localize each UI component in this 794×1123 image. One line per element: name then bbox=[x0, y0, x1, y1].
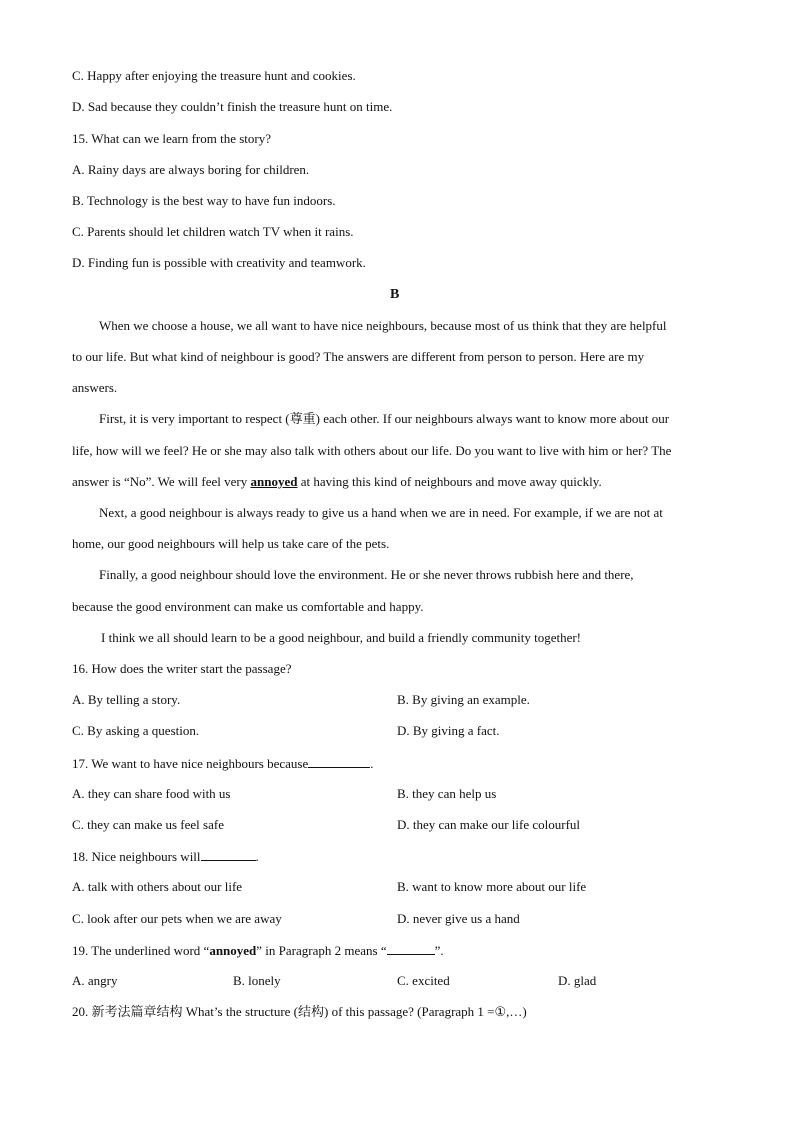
q17-option-c: C. they can make us feel safe bbox=[72, 817, 224, 832]
q17-option-b: B. they can help us bbox=[397, 786, 497, 801]
q17-answer-blank bbox=[308, 755, 370, 768]
q18-stem-end: . bbox=[255, 849, 259, 864]
q15-option-a: A. Rainy days are always boring for children. bbox=[72, 162, 310, 177]
passage-p3-line1: Next, a good neighbour is always ready to give us a hand when we are in need. For example, if we are not at bbox=[99, 505, 663, 520]
passage-p1-line1: When we choose a house, we all want to have nice neighbours, because most of us think that they are helpful bbox=[99, 318, 667, 333]
q18-option-c: C. look after our pets when we are away bbox=[72, 911, 282, 926]
q17-option-a: A. they can share food with us bbox=[72, 786, 231, 801]
q17-stem-end: . bbox=[370, 756, 374, 771]
q15-option-d: D. Finding fun is possible with creativity and teamwork. bbox=[72, 255, 366, 270]
q16-option-b: B. By giving an example. bbox=[397, 692, 530, 707]
q19-option-b: B. lonely bbox=[233, 973, 281, 988]
passage-p2-line3-pre: answer is “No”. We will feel very bbox=[72, 474, 251, 489]
q18-stem: 18. Nice neighbours will bbox=[72, 849, 201, 864]
passage-p2-line3-post: at having this kind of neighbours and move away quickly. bbox=[297, 474, 602, 489]
passage-p2-line3 bbox=[72, 474, 602, 490]
q14-option-c: C. Happy after enjoying the treasure hunt and cookies. bbox=[72, 68, 356, 83]
q14-option-d: D. Sad because they couldn’t finish the treasure hunt on time. bbox=[72, 99, 393, 114]
q18-answer-blank bbox=[201, 848, 256, 861]
q15-option-c: C. Parents should let children watch TV when it rains. bbox=[72, 224, 354, 239]
passage-p4-line2: because the good environment can make us comfortable and happy. bbox=[72, 599, 424, 614]
q18-option-a: A. talk with others about our life bbox=[72, 879, 243, 894]
q20-stem: 20. 新考法篇章结构 What’s the structure (结构) of this passage? (Paragraph 1 =①,…) bbox=[72, 1004, 527, 1019]
q19-option-c: C. excited bbox=[397, 973, 450, 988]
q16-option-d: D. By giving a fact. bbox=[397, 723, 500, 738]
q16-stem: 16. How does the writer start the passage? bbox=[72, 661, 292, 676]
q19-stem-pre: 19. The underlined word “ bbox=[72, 943, 210, 958]
passage-p1-line3: answers. bbox=[72, 380, 118, 395]
q17-stem-line bbox=[72, 755, 374, 772]
q19-stem-word: annoyed bbox=[209, 943, 257, 958]
q15-option-b: B. Technology is the best way to have fun indoors. bbox=[72, 193, 336, 208]
q19-stem-mid: ” in Paragraph 2 means “ bbox=[256, 943, 387, 958]
passage-p3-line2: home, our good neighbours will help us take care of the pets. bbox=[72, 536, 390, 551]
q17-stem: 17. We want to have nice neighbours because bbox=[72, 756, 309, 771]
q19-option-d: D. glad bbox=[558, 973, 597, 988]
q19-stem-end: ”. bbox=[434, 943, 444, 958]
passage-p4-line1: Finally, a good neighbour should love the environment. He or she never throws rubbish here and there, bbox=[99, 567, 634, 582]
q16-option-c: C. By asking a question. bbox=[72, 723, 200, 738]
q18-stem-line bbox=[72, 848, 259, 865]
passage-p2-line2: life, how will we feel? He or she may also talk with others about our life. Do you want to live with him or her? The bbox=[72, 443, 672, 458]
q15-stem: 15. What can we learn from the story? bbox=[72, 131, 272, 146]
q19-option-a: A. angry bbox=[72, 973, 118, 988]
passage-p2-line1: First, it is very important to respect (尊重) each other. If our neighbours always want to know more about our bbox=[99, 411, 670, 426]
section-b-title: B bbox=[390, 287, 400, 302]
passage-p1-line2: to our life. But what kind of neighbour is good? The answers are different from person to person. Here are my bbox=[72, 349, 645, 364]
q18-option-d: D. never give us a hand bbox=[397, 911, 520, 926]
q18-option-b: B. want to know more about our life bbox=[397, 879, 587, 894]
passage-p5-line1: I think we all should learn to be a good neighbour, and build a friendly community together! bbox=[101, 630, 582, 645]
q19-answer-blank bbox=[387, 942, 435, 955]
q17-option-d: D. they can make our life colourful bbox=[397, 817, 581, 832]
q19-stem-line bbox=[72, 942, 444, 959]
underlined-word-annoyed: annoyed bbox=[250, 474, 298, 489]
q16-option-a: A. By telling a story. bbox=[72, 692, 181, 707]
